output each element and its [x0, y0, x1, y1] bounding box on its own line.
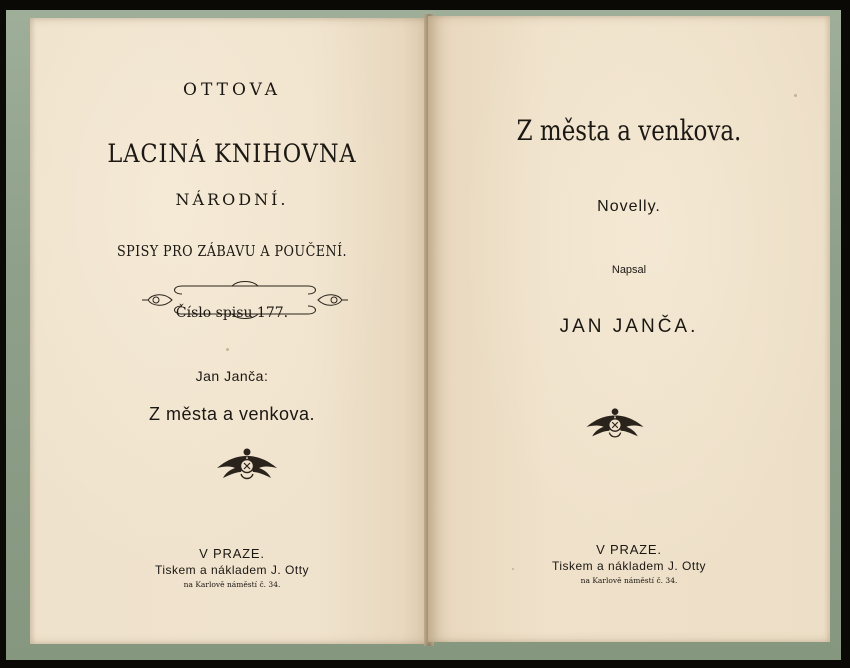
right-by-line: Napsal: [611, 264, 647, 276]
foxing-spot: [794, 94, 797, 97]
right-genre: Novelly.: [597, 198, 661, 215]
left-imprint-city: V PRAZE.: [199, 546, 265, 561]
foxing-spot: [226, 348, 229, 351]
series-motto: SPISY PRO ZÁBAVU A POUČENÍ.: [116, 242, 348, 260]
right-imprint-publisher: Tiskem a nákladem J. Otty: [551, 559, 707, 573]
series-name-sub: NÁRODNÍ.: [175, 190, 289, 209]
eagle-emblem-icon: [213, 446, 281, 486]
left-imprint-address: na Karlově náměstí č. 34.: [183, 580, 281, 589]
right-title: Z města a venkova.: [516, 114, 742, 147]
left-imprint-publisher: Tiskem a nákladem J. Otty: [154, 563, 310, 577]
volume-number: Číslo spisu 177.: [175, 305, 289, 321]
right-imprint-city: V PRAZE.: [596, 542, 662, 557]
left-author: Jan Janča:: [195, 368, 269, 384]
left-title: Z města a venkova.: [148, 404, 316, 424]
right-imprint-address: na Karlově náměstí č. 34.: [580, 576, 678, 585]
left-page: [30, 18, 434, 644]
series-name-main: LACINÁ KNIHOVNA: [107, 139, 357, 168]
right-author: JAN JANČA.: [559, 316, 699, 337]
series-name-top: OTTOVA: [183, 80, 281, 100]
right-page: [428, 16, 830, 642]
foxing-spot: [512, 568, 514, 570]
eagle-emblem-icon: [582, 406, 648, 444]
